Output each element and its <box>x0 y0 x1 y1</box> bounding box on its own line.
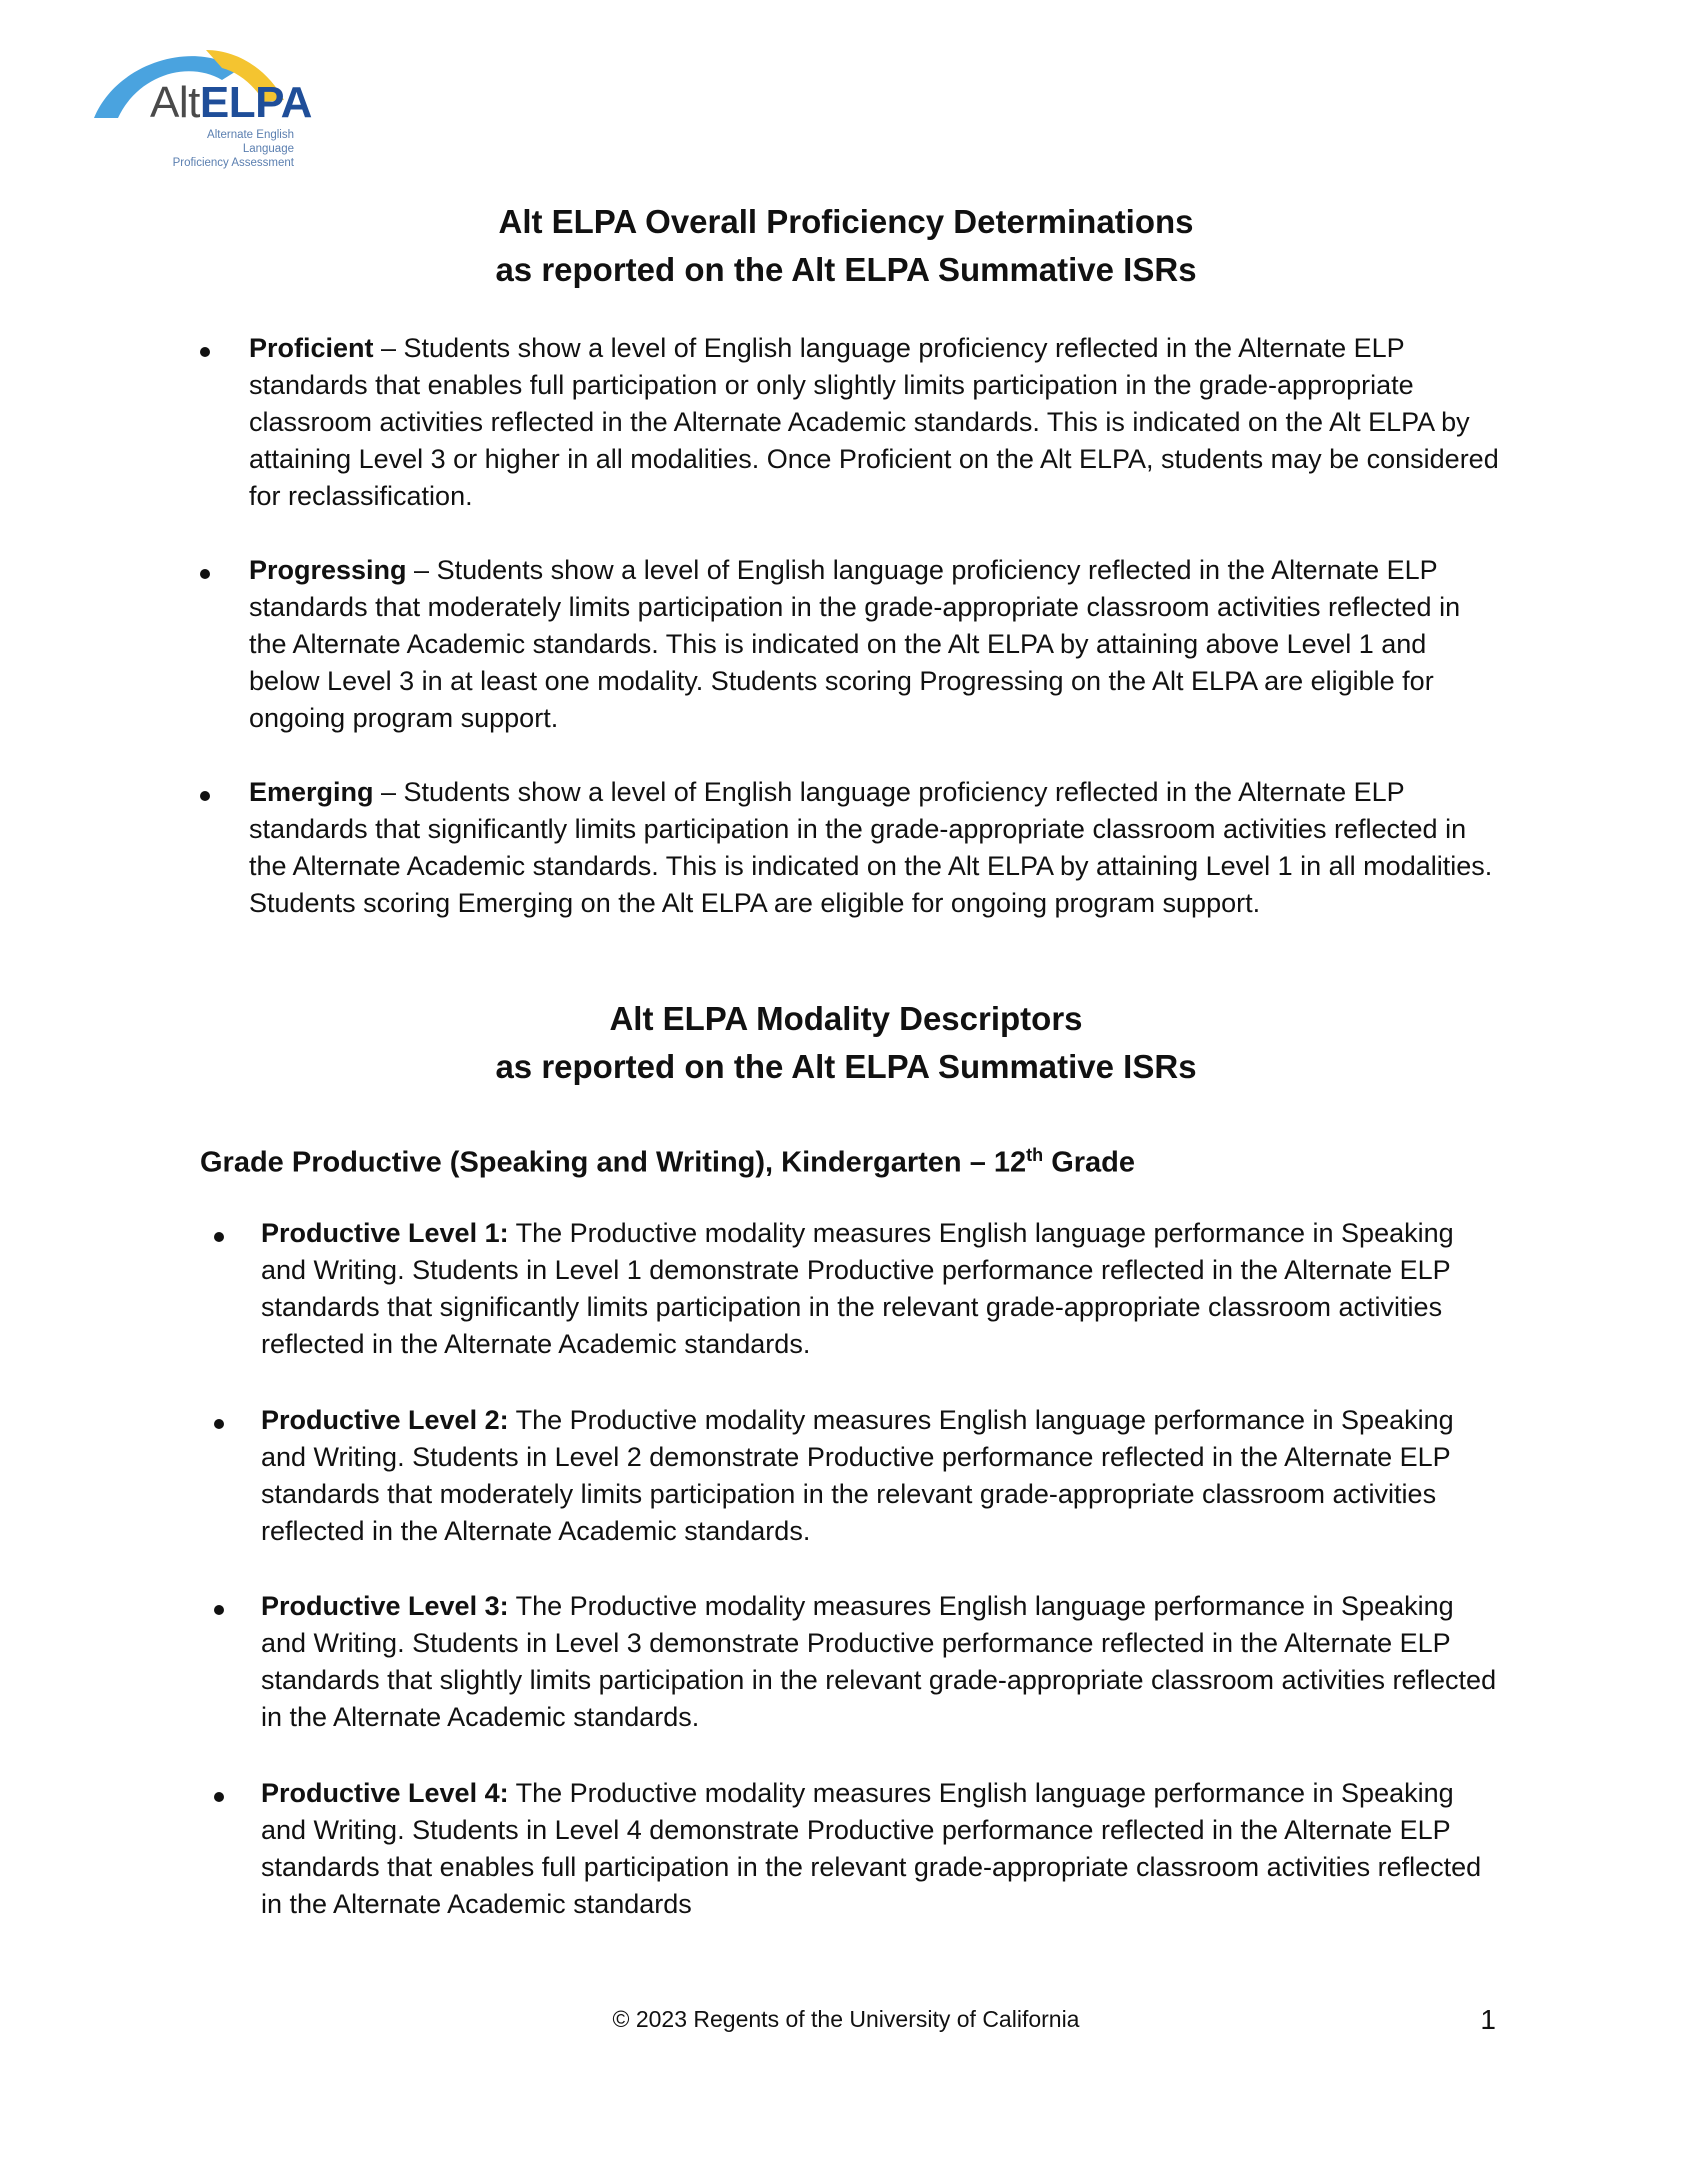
section1-title: Alt ELPA Overall Proficiency Determinations as reported on the Alt ELPA Summative ISRs <box>495 203 1197 288</box>
bullet-icon <box>214 1605 224 1615</box>
bullet-icon <box>200 347 210 357</box>
page-number: 1 <box>1480 2004 1496 2035</box>
determination-progressing: Progressing – Students show a level of English language proficiency reflected in the Alternate ELP standards that moderately limits participation in the grade-appropriate classroom activities reflected in the Alternate Academic standards. This is indicated on the Alt ELPA by attaining above Level 1 and below Level 3 in at least one modality. Students scoring Progressing on the Alt ELPA are eligible for ongoing program support. <box>249 555 1461 733</box>
bullet-icon <box>214 1792 224 1802</box>
productive-level-2: Productive Level 2: The Productive modality measures English language performance in Speaking and Writing. Students in Level 2 demonstrate Productive performance reflected in the Alternate ELP standards that moderately limits participation in the relevant grade-appropriate classroom activities reflected in the Alternate Academic standards. <box>261 1405 1454 1546</box>
productive-level-4: Productive Level 4: The Productive modality measures English language performance in Speaking and Writing. Students in Level 4 demonstrate Productive performance reflected in the Alternate ELP standards that enables full participation in the relevant grade-appropriate classroom activities reflected in the Alternate Academic standards <box>261 1778 1482 1919</box>
bullet-icon <box>214 1232 224 1242</box>
bullet-icon <box>200 791 210 801</box>
bullet-icon <box>214 1419 224 1429</box>
copyright-footer: © 2023 Regents of the University of California <box>612 2006 1080 2032</box>
productive-level-1: Productive Level 1: The Productive modality measures English language performance in Speaking and Writing. Students in Level 1 demonstrate Productive performance reflected in the Alternate ELP standards that significantly limits participation in the relevant grade-appropriate classroom activities reflected in the Alternate Academic standards. <box>261 1218 1454 1359</box>
productive-level-3: Productive Level 3: The Productive modality measures English language performance in Speaking and Writing. Students in Level 3 demonstrate Productive performance reflected in the Alternate ELP standards that slightly limits participation in the relevant grade-appropriate classroom activities reflected in the Alternate Academic standards. <box>261 1591 1497 1732</box>
section2-title: Alt ELPA Modality Descriptors as reported on the Alt ELPA Summative ISRs <box>495 1000 1197 1085</box>
grade-productive-subheading: Grade Productive (Speaking and Writing), Kindergarten – 12th Grade <box>200 1145 1136 1179</box>
logo-tagline: Alternate English Language Proficiency Assessment <box>172 129 294 169</box>
logo-wordmark: AltELPA <box>150 78 312 127</box>
determination-proficient: Proficient – Students show a level of English language proficiency reflected in the Alternate ELP standards that enables full participation or only slightly limits participation in the grade-appropriate classroom activities reflected in the Alternate Academic standards. This is indicated on the Alt ELPA by attaining Level 3 or higher in all modalities. Once Proficient on the Alt ELPA, students may be considered for reclassification. <box>249 333 1499 511</box>
determination-emerging: Emerging – Students show a level of English language proficiency reflected in the Alternate ELP standards that significantly limits participation in the grade-appropriate classroom activities reflected in the Alternate Academic standards. This is indicated on the Alt ELPA by attaining Level 1 in all modalities. Students scoring Emerging on the Alt ELPA are eligible for ongoing program support. <box>249 777 1493 918</box>
alt-elpa-logo <box>88 40 318 169</box>
bullet-icon <box>200 569 210 579</box>
